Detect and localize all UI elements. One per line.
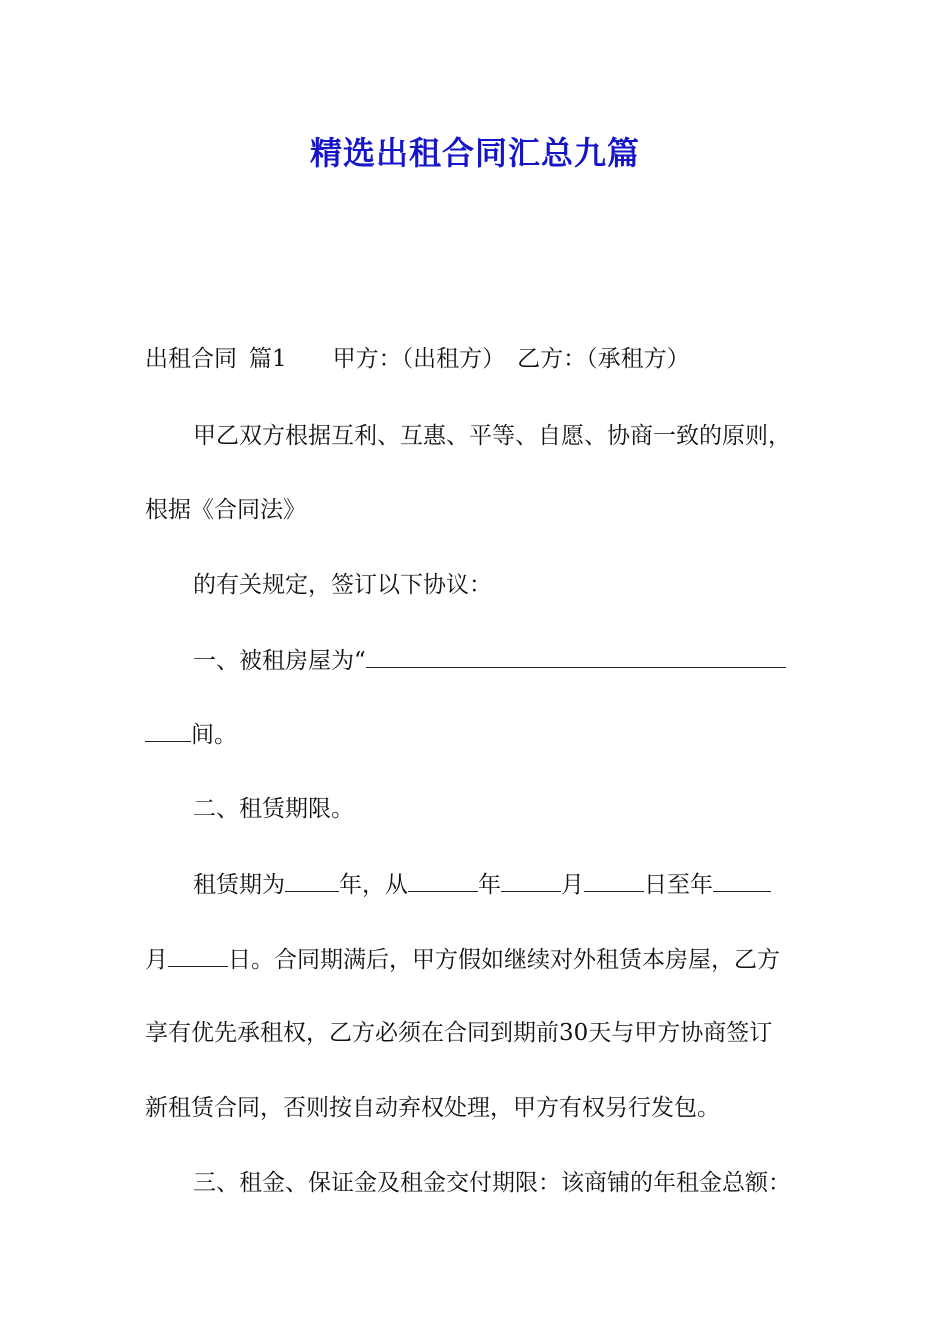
blank-field xyxy=(408,869,478,892)
blank-field xyxy=(168,944,228,967)
lease-term-text: 年，从 xyxy=(339,872,408,898)
lease-term-text: 月 xyxy=(145,947,168,973)
contract-header-line xyxy=(145,344,690,374)
lease-term-line xyxy=(193,869,771,900)
lease-term-text: 租赁期为 xyxy=(193,872,285,898)
party-a-label: 甲方：（出租方） xyxy=(332,346,506,372)
lease-term-text: 月 xyxy=(561,872,584,898)
lease-term-continuation xyxy=(145,944,780,975)
blank-field xyxy=(584,869,644,892)
lease-term-text: 年 xyxy=(478,872,501,898)
paragraph-line: 享有优先承租权，乙方必须在合同到期前30天与甲方协商签订 xyxy=(145,1020,773,1046)
blank-field xyxy=(285,869,339,892)
clause-1-continuation xyxy=(145,719,237,750)
clause-1-line xyxy=(193,645,786,676)
lease-term-text: 日。合同期满后，甲方假如继续对外租赁本房屋，乙方 xyxy=(228,947,780,973)
room-unit-text: 间。 xyxy=(191,722,237,748)
lease-term-text: 日至年 xyxy=(644,872,713,898)
clause-1-text: 一、被租房屋为“ xyxy=(193,648,366,674)
paragraph-line: 新租赁合同，否则按自动弃权处理，甲方有权另行发包。 xyxy=(145,1095,720,1121)
document-title: 精选出租合同汇总九篇 xyxy=(309,134,640,172)
blank-field xyxy=(713,869,771,892)
contract-label: 出租合同 xyxy=(145,346,237,372)
paragraph-line: 根据《合同法》 xyxy=(145,497,306,523)
blank-field xyxy=(501,869,561,892)
blank-field xyxy=(145,719,191,742)
clause-2-heading: 二、租赁期限。 xyxy=(193,796,354,822)
clause-3-heading: 三、租金、保证金及租金交付期限：该商铺的年租金总额： xyxy=(193,1170,791,1196)
paragraph-line: 的有关规定，签订以下协议： xyxy=(193,572,492,598)
blank-field xyxy=(366,645,786,668)
chapter-label: 篇1 xyxy=(249,346,287,372)
paragraph-line: 甲乙双方根据互利、互惠、平等、自愿、协商一致的原则， xyxy=(193,423,791,449)
party-b-label: 乙方：（承租方） xyxy=(517,346,690,372)
